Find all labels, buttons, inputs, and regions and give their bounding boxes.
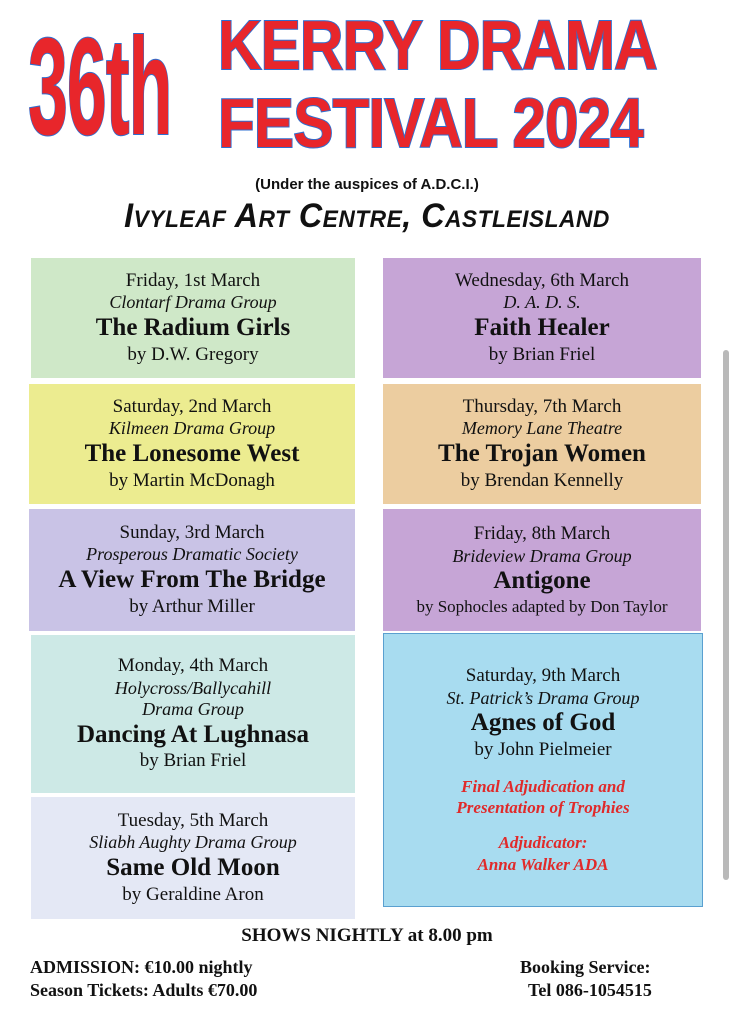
event-group: Sliabh Aughty Drama Group (89, 832, 297, 853)
event-author: by John Pielmeier (474, 739, 612, 761)
scrollbar[interactable] (723, 350, 729, 880)
event-group: St. Patrick’s Drama Group (446, 687, 640, 708)
shows-nightly-note: SHOWS NIGHTLY at 8.00 pm (241, 925, 493, 946)
event-author: by D.W. Gregory (127, 343, 259, 365)
event-group: Memory Lane Theatre (461, 418, 623, 439)
admission-price: ADMISSION: €10.00 nightly (30, 957, 253, 977)
event-group: Clontarf Drama Group (109, 292, 277, 313)
event-author: by Arthur Miller (129, 595, 255, 617)
event-box-thursday-7th (383, 384, 701, 504)
festival-title-line2: FESTIVAL 2024 (218, 84, 643, 162)
event-author: by Brian Friel (139, 750, 247, 772)
event-box-saturday-2nd (29, 384, 355, 504)
event-play: Same Old Moon (106, 853, 280, 881)
event-group: D. A. D. S. (503, 292, 581, 313)
adjudicator-name: Anna Walker ADA (477, 854, 609, 874)
event-group: Holycross/Ballycahill (114, 677, 272, 698)
event-day: Saturday, 9th March (465, 665, 621, 687)
event-box-sunday-3rd (29, 509, 355, 631)
event-play: A View From The Bridge (58, 565, 326, 593)
final-adjudication-note: Final Adjudication and (461, 776, 625, 796)
event-day: Saturday, 2nd March (112, 395, 272, 417)
adjudicator-label: Adjudicator: (498, 833, 588, 853)
event-author: by Brian Friel (488, 343, 596, 365)
event-day: Monday, 4th March (117, 654, 269, 676)
booking-service-label: Booking Service: (520, 957, 651, 977)
event-box-friday-1st (31, 258, 355, 378)
final-adjudication-note: Presentation of Trophies (456, 798, 630, 818)
event-day: Wednesday, 6th March (455, 269, 629, 291)
event-play: The Radium Girls (95, 313, 291, 341)
event-play: Faith Healer (474, 313, 610, 341)
event-day: Sunday, 3rd March (119, 521, 265, 543)
event-play: Antigone (493, 567, 591, 595)
event-day: Friday, 1st March (125, 269, 261, 291)
event-group: Kilmeen Drama Group (108, 418, 276, 439)
event-box-saturday-9th (383, 633, 703, 907)
event-author: by Sophocles adapted by Don Taylor (416, 596, 668, 616)
event-play: Agnes of God (470, 709, 616, 737)
booking-phone: Tel 086-1054515 (528, 980, 652, 1000)
auspices-note: (Under the auspices of A.D.C.I.) (255, 176, 479, 193)
event-author: by Brendan Kennelly (460, 469, 624, 491)
event-play: The Trojan Women (438, 439, 646, 467)
event-group: Prosperous Dramatic Society (86, 544, 298, 565)
event-group: Drama Group (142, 699, 244, 720)
event-box-wednesday-6th (383, 258, 701, 378)
event-play: The Lonesome West (84, 439, 300, 467)
event-box-monday-4th (31, 635, 355, 793)
festival-title-line1: KERRY DRAMA (218, 6, 657, 84)
event-day: Thursday, 7th March (462, 395, 622, 417)
event-day: Tuesday, 5th March (117, 809, 269, 831)
event-author: by Geraldine Aron (122, 883, 264, 905)
event-play: Dancing At Lughnasa (76, 720, 310, 748)
season-ticket-price: Season Tickets: Adults €70.00 (30, 980, 258, 1000)
event-day: Friday, 8th March (473, 522, 611, 544)
event-author: by Martin McDonagh (109, 469, 275, 491)
event-box-friday-8th (383, 509, 701, 631)
event-box-tuesday-5th (31, 797, 355, 919)
event-group: Brideview Drama Group (452, 545, 632, 566)
edition-number: 36th (28, 10, 172, 164)
venue-title: Ivyleaf Art Centre, Castleisland (124, 197, 610, 235)
